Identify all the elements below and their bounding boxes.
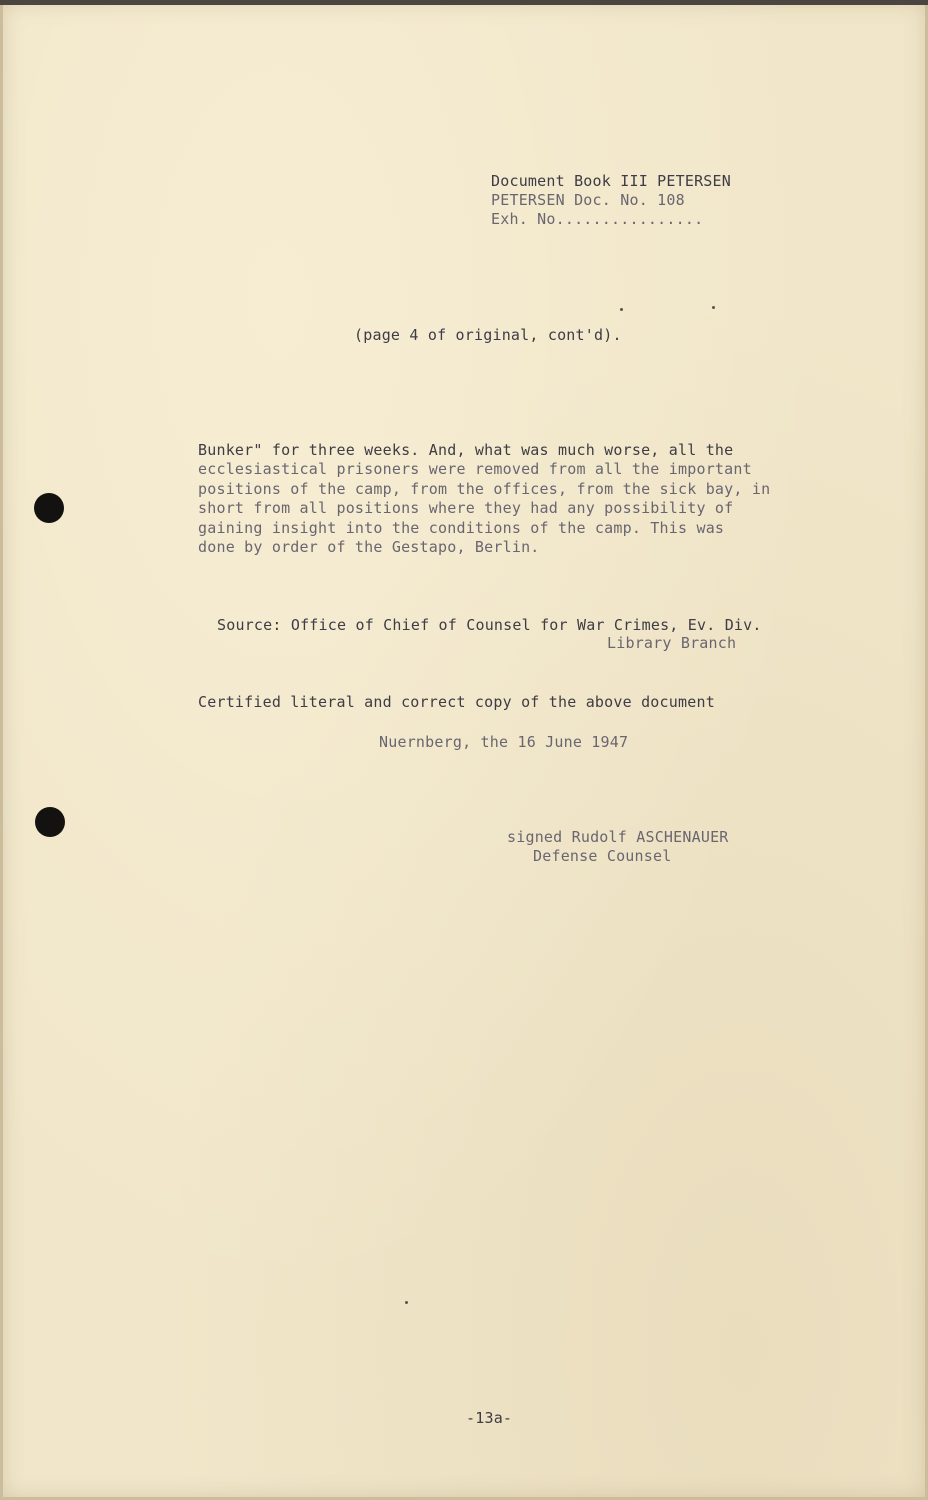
ink-speck xyxy=(620,308,623,311)
body-line: gaining insight into the conditions of the camp. This was xyxy=(198,519,725,537)
document-book-reference: Document Book III PETERSEN xyxy=(491,172,731,190)
certification-statement: Certified literal and correct copy of the above document xyxy=(198,693,715,711)
punch-hole-top xyxy=(34,493,64,523)
continuation-note: (page 4 of original, cont'd). xyxy=(354,326,622,344)
certification-place-date: Nuernberg, the 16 June 1947 xyxy=(379,733,629,751)
source-line: Source: Office of Chief of Counsel for War Crimes, Ev. Div. xyxy=(217,616,762,634)
exhibit-number: Exh. No................ xyxy=(491,210,704,228)
body-line: positions of the camp, from the offices, from the sick bay, in xyxy=(198,480,771,498)
scan-edge xyxy=(0,0,928,5)
ink-speck xyxy=(712,306,715,309)
ink-speck xyxy=(405,1301,408,1304)
page-number: -13a- xyxy=(466,1409,513,1427)
body-line: done by order of the Gestapo, Berlin. xyxy=(198,538,540,556)
signature-title: Defense Counsel xyxy=(533,847,672,865)
signature-name: signed Rudolf ASCHENAUER xyxy=(507,828,729,846)
body-line: ecclesiastical prisoners were removed from all the important xyxy=(198,460,752,478)
source-branch: Library Branch xyxy=(607,634,737,652)
punch-hole-bottom xyxy=(35,807,65,837)
document-number: PETERSEN Doc. No. 108 xyxy=(491,191,685,209)
body-line: Bunker" for three weeks. And, what was much worse, all the xyxy=(198,441,734,459)
body-line: short from all positions where they had any possibility of xyxy=(198,499,734,517)
